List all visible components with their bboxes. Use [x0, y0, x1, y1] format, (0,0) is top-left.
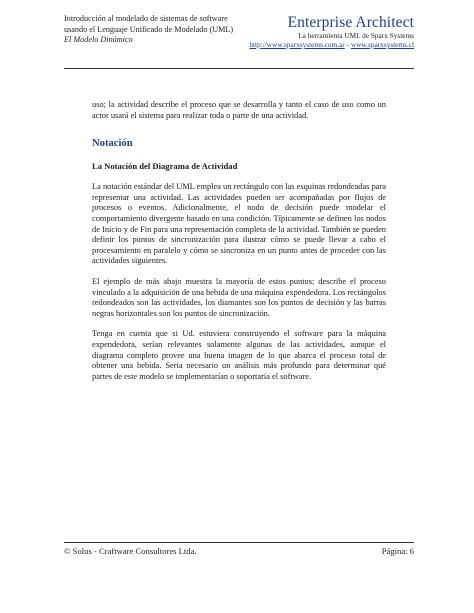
brand-name: Enterprise Architect: [287, 14, 414, 31]
intro-paragraph: uso; la actividad describe el proceso que se desarrolla y tanto el caso de uso como un actor usará el sistema para realizar toda o parte de una actividad.: [92, 100, 386, 120]
brand-tagline: La herramienta UML de Sparx Systems: [298, 31, 414, 40]
header-title-line2: usando el Lenguaje Unificado de Modelado (UML): [64, 24, 234, 34]
header-title-line1: Introducción al modelado de sistemas de software: [64, 14, 228, 23]
subsection-title: La Notación del Diagrama de Actividad: [92, 161, 238, 172]
link-sparxsystems-ar[interactable]: http://www.sparxsystems.com.ar: [249, 40, 345, 49]
paragraph-note: Tenga en cuenta que si Ud. estuviera construyendo el software para la máquina expendedora, serían relevantes solamente algunas de las actividades, aunque el diagrama completo provee una buena imagen de lo que abarca el proceso total de obtener una bebida. Sería necesario un análisis más profundo para determinar qué partes de este modelo se implementarían o soportaría el software.: [92, 329, 386, 381]
header-chapter: El Modelo Dinámico: [64, 35, 133, 44]
footer-page-number: Página: 6: [381, 546, 414, 556]
header-brand-block: [249, 14, 414, 49]
page-header: [64, 14, 414, 66]
footer-copyright: © Solus - Craftware Consultores Ltda.: [64, 546, 197, 556]
link-sparxsystems-cl[interactable]: www.sparxsystems.cl: [350, 40, 414, 49]
footer-divider: [64, 542, 414, 543]
header-divider: [64, 68, 414, 69]
section-title: Notación: [92, 138, 133, 150]
brand-links: [249, 40, 414, 49]
link-separator: -: [344, 40, 351, 49]
header-document-info: [64, 14, 233, 46]
main-content: [92, 100, 386, 382]
paragraph-notation: La notación estándar del UML emplea un rectángulo con las esquinas redondeadas para representar una actividad. Las actividades pueden ser acompañadas por flujos de procesos o eventos. Adicionalmente, el nodo de decisión puede modelar el comportamiento divergente basado en una condición. Típicamente se definen los nodos de Inicio y de Fin para una representación completa de la actividad. También se pueden definir los puntos de sincronización para ilustrar cómo se puede llevar a cabo el procesamiento en paralelo y cómo se sincroniza en un punto antes de proceder con las actividades siguientes.: [92, 182, 386, 266]
paragraph-example: El ejemplo de más abajo muestra la mayoría de estos puntos; describe el proceso vinculado a la adquisición de una bebida de una máquina expendedora. Los rectángulos redondeados son las actividades, los diamantes son los puntos de decisión y las barras negras horizontales son los puntos de sincronización.: [92, 276, 386, 318]
